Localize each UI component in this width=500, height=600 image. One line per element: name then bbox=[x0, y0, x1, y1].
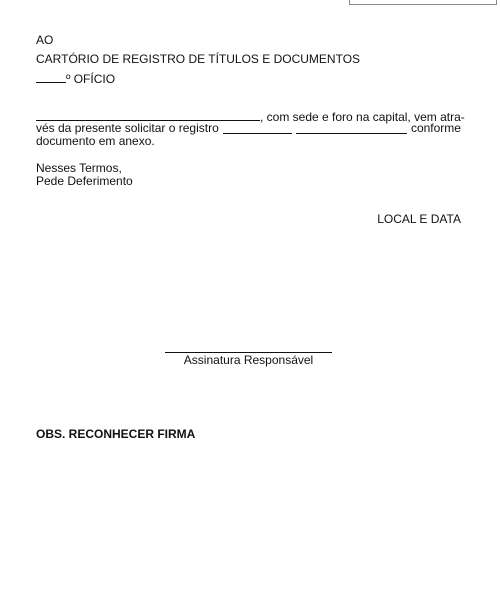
request-line-2-start: vés da presente solicitar o registro bbox=[36, 121, 219, 135]
closing-line-1: Nesses Termos, bbox=[36, 161, 122, 175]
addressee-to: AO bbox=[36, 33, 54, 47]
addressee-office: CARTÓRIO DE REGISTRO DE TÍTULOS E DOCUMENTOS bbox=[36, 52, 361, 66]
place-date: LOCAL E DATA bbox=[377, 212, 461, 226]
signature-label: Assinatura Responsável bbox=[183, 353, 314, 367]
request-line-2-end: conforme bbox=[410, 121, 461, 135]
header-field-box bbox=[349, 0, 497, 5]
registry-blank-2 bbox=[296, 122, 407, 134]
request-line-1-text: , com sede e foro na capital, vem atra- bbox=[260, 110, 465, 124]
observation-note: OBS. RECONHECER FIRMA bbox=[36, 427, 196, 441]
registry-blank-1 bbox=[223, 122, 292, 134]
request-line-3 bbox=[36, 135, 461, 148]
office-number-blank bbox=[36, 71, 66, 83]
office-ordinal-label: º OFÍCIO bbox=[66, 72, 116, 86]
header-field-text bbox=[358, 0, 383, 1]
company-name-blank bbox=[36, 109, 260, 121]
request-paragraph bbox=[36, 109, 465, 148]
office-number-line bbox=[36, 71, 115, 86]
request-line-3-text: documento em anexo. bbox=[36, 134, 155, 148]
closing-line-2: Pede Deferimento bbox=[36, 174, 133, 188]
